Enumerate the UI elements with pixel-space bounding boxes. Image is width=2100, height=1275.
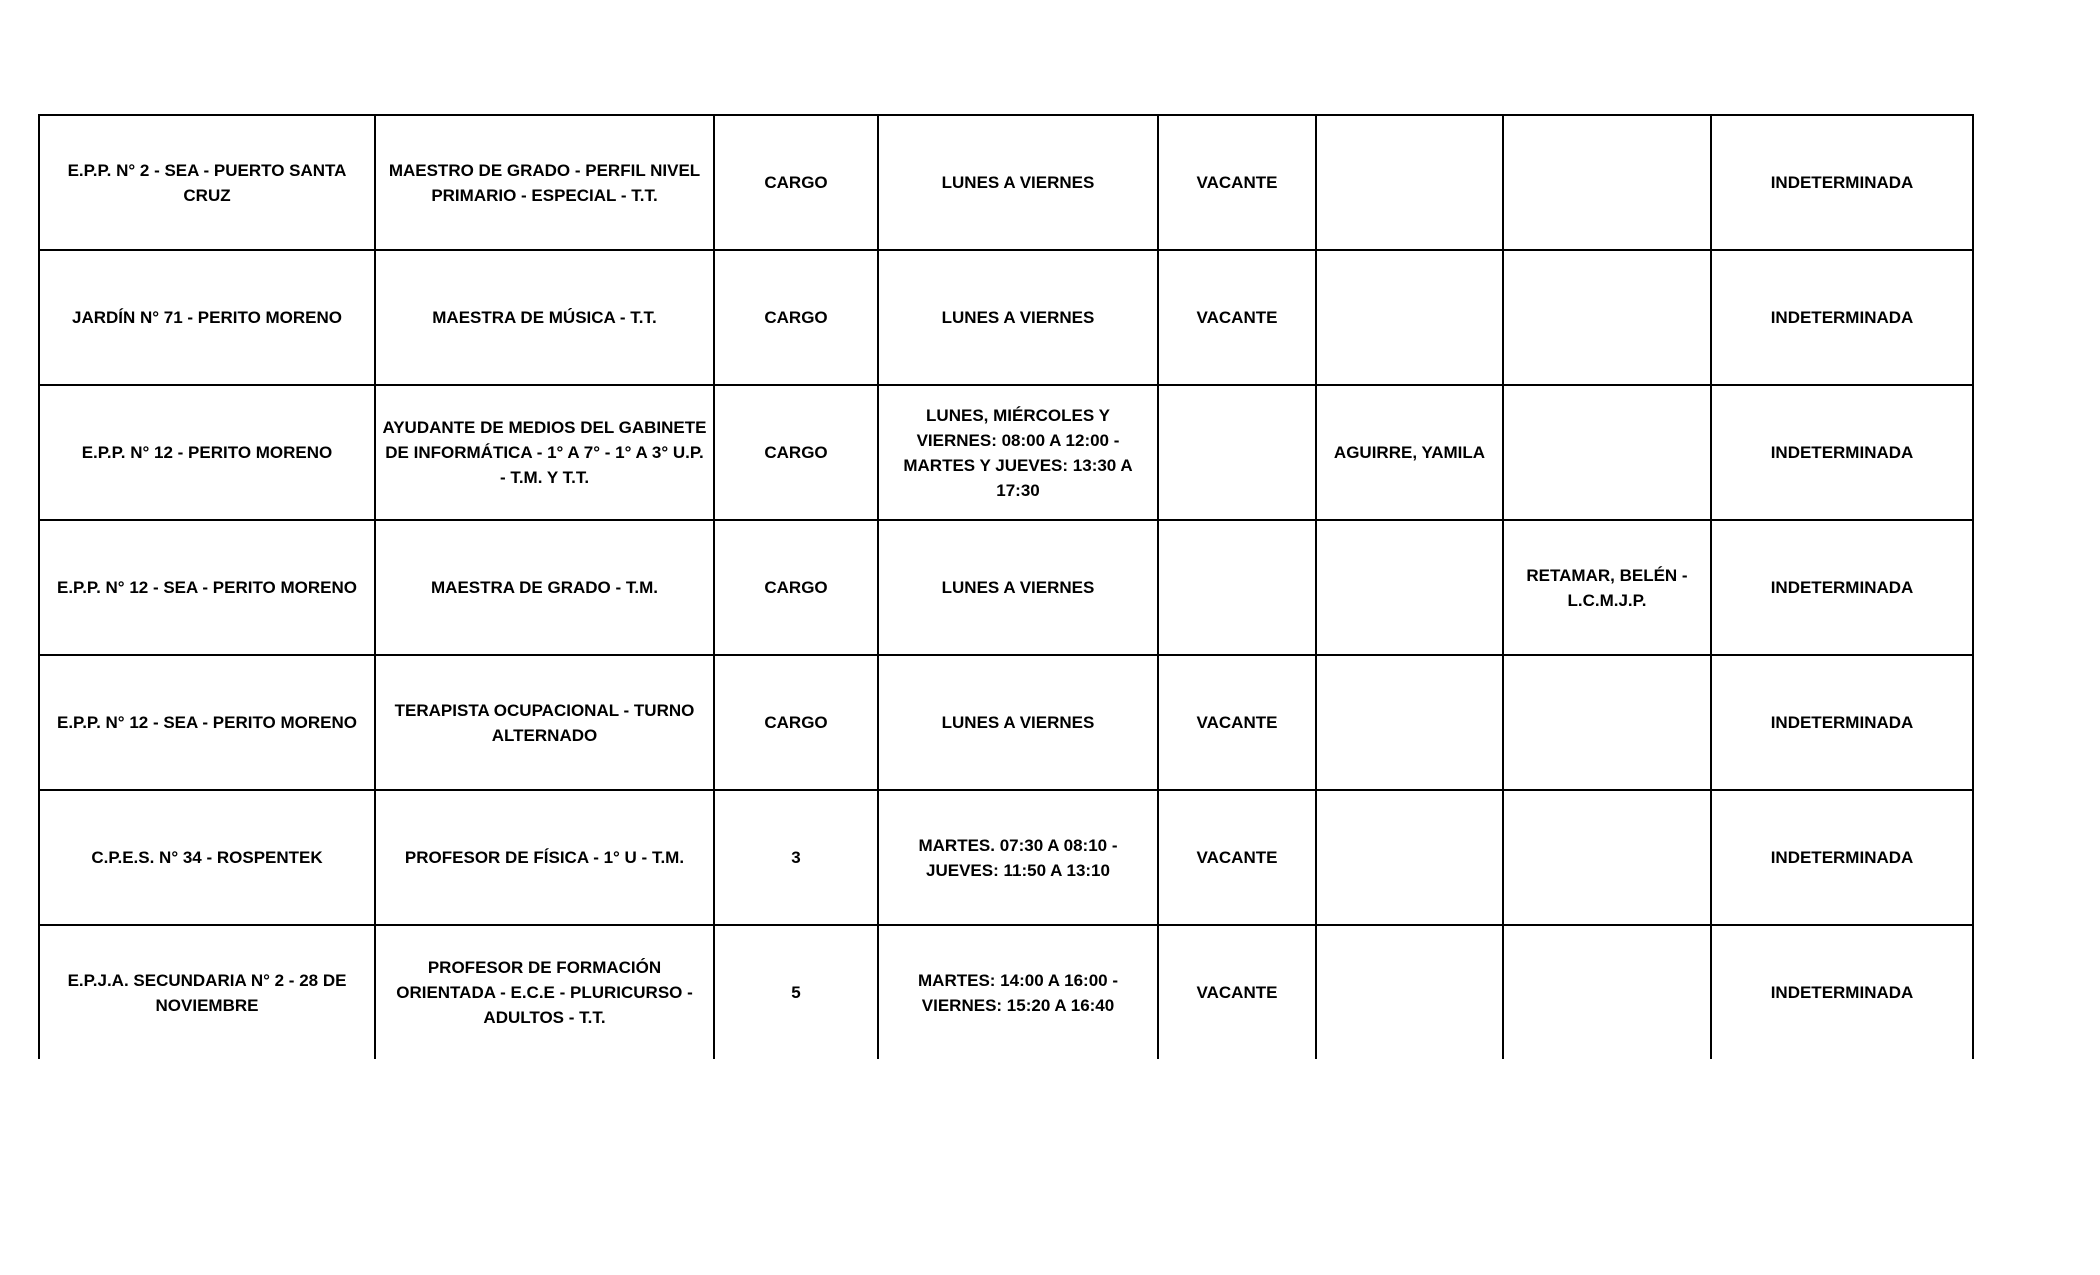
position-cell: PROFESOR DE FÍSICA - 1° U - T.M. bbox=[375, 790, 714, 925]
replaced-cell bbox=[1503, 250, 1711, 385]
position-cell: PROFESOR DE FORMACIÓN ORIENTADA - E.C.E - PLURICURSO - ADULTOS - T.T. bbox=[375, 925, 714, 1059]
vacancy-cell bbox=[1158, 520, 1316, 655]
vacancy-cell: VACANTE bbox=[1158, 925, 1316, 1059]
table-row bbox=[39, 790, 1973, 925]
position-cell: MAESTRA DE GRADO - T.M. bbox=[375, 520, 714, 655]
schedule-cell: MARTES: 14:00 A 16:00 - VIERNES: 15:20 A 16:40 bbox=[878, 925, 1158, 1059]
position-cell: TERAPISTA OCUPACIONAL - TURNO ALTERNADO bbox=[375, 655, 714, 790]
duration-cell: INDETERMINADA bbox=[1711, 655, 1973, 790]
replaced-cell bbox=[1503, 790, 1711, 925]
table-row bbox=[39, 520, 1973, 655]
duration-cell: INDETERMINADA bbox=[1711, 790, 1973, 925]
holder-cell bbox=[1316, 925, 1503, 1059]
hours-cell: CARGO bbox=[714, 520, 878, 655]
hours-cell: CARGO bbox=[714, 655, 878, 790]
replaced-cell bbox=[1503, 925, 1711, 1059]
hours-cell: CARGO bbox=[714, 385, 878, 520]
duration-cell: INDETERMINADA bbox=[1711, 520, 1973, 655]
table-row bbox=[39, 925, 1973, 1059]
schedule-cell: LUNES A VIERNES bbox=[878, 250, 1158, 385]
replaced-cell bbox=[1503, 115, 1711, 250]
duration-cell: INDETERMINADA bbox=[1711, 250, 1973, 385]
vacancy-table bbox=[38, 114, 1974, 1059]
holder-cell bbox=[1316, 655, 1503, 790]
holder-cell bbox=[1316, 115, 1503, 250]
holder-cell bbox=[1316, 790, 1503, 925]
school-cell: E.P.P. N° 2 - SEA - PUERTO SANTA CRUZ bbox=[39, 115, 375, 250]
holder-cell bbox=[1316, 520, 1503, 655]
replaced-cell bbox=[1503, 385, 1711, 520]
vacancy-cell: VACANTE bbox=[1158, 655, 1316, 790]
table-body bbox=[39, 115, 1973, 1059]
school-cell: JARDÍN N° 71 - PERITO MORENO bbox=[39, 250, 375, 385]
schedule-cell: LUNES, MIÉRCOLES Y VIERNES: 08:00 A 12:00 - MARTES Y JUEVES: 13:30 A 17:30 bbox=[878, 385, 1158, 520]
schedule-cell: LUNES A VIERNES bbox=[878, 115, 1158, 250]
position-cell: AYUDANTE DE MEDIOS DEL GABINETE DE INFORMÁTICA - 1° A 7° - 1° A 3° U.P. - T.M. Y T.T. bbox=[375, 385, 714, 520]
replaced-cell bbox=[1503, 655, 1711, 790]
table-row bbox=[39, 655, 1973, 790]
vacancy-cell bbox=[1158, 385, 1316, 520]
schedule-cell: LUNES A VIERNES bbox=[878, 655, 1158, 790]
school-cell: E.P.P. N° 12 - SEA - PERITO MORENO bbox=[39, 655, 375, 790]
schedule-cell: MARTES. 07:30 A 08:10 - JUEVES: 11:50 A 13:10 bbox=[878, 790, 1158, 925]
vacancy-cell: VACANTE bbox=[1158, 250, 1316, 385]
holder-cell: AGUIRRE, YAMILA bbox=[1316, 385, 1503, 520]
duration-cell: INDETERMINADA bbox=[1711, 115, 1973, 250]
replaced-cell: RETAMAR, BELÉN - L.C.M.J.P. bbox=[1503, 520, 1711, 655]
schedule-cell: LUNES A VIERNES bbox=[878, 520, 1158, 655]
school-cell: C.P.E.S. N° 34 - ROSPENTEK bbox=[39, 790, 375, 925]
vacancy-cell: VACANTE bbox=[1158, 790, 1316, 925]
hours-cell: CARGO bbox=[714, 250, 878, 385]
duration-cell: INDETERMINADA bbox=[1711, 385, 1973, 520]
hours-cell: CARGO bbox=[714, 115, 878, 250]
school-cell: E.P.J.A. SECUNDARIA N° 2 - 28 DE NOVIEMBRE bbox=[39, 925, 375, 1059]
table-row bbox=[39, 250, 1973, 385]
table-row bbox=[39, 385, 1973, 520]
position-cell: MAESTRA DE MÚSICA - T.T. bbox=[375, 250, 714, 385]
holder-cell bbox=[1316, 250, 1503, 385]
position-cell: MAESTRO DE GRADO - PERFIL NIVEL PRIMARIO - ESPECIAL - T.T. bbox=[375, 115, 714, 250]
school-cell: E.P.P. N° 12 - PERITO MORENO bbox=[39, 385, 375, 520]
duration-cell: INDETERMINADA bbox=[1711, 925, 1973, 1059]
vacancy-cell: VACANTE bbox=[1158, 115, 1316, 250]
hours-cell: 5 bbox=[714, 925, 878, 1059]
school-cell: E.P.P. N° 12 - SEA - PERITO MORENO bbox=[39, 520, 375, 655]
hours-cell: 3 bbox=[714, 790, 878, 925]
table-row bbox=[39, 115, 1973, 250]
